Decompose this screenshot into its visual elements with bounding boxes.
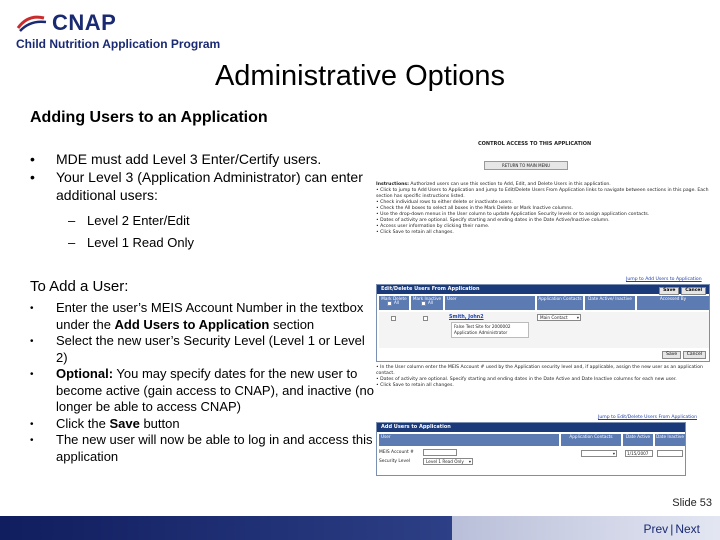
add-panel-header [377, 423, 685, 432]
sub-bullet-text: Level 1 Read Only [87, 235, 194, 250]
logo-name: CNAP [52, 10, 117, 35]
sub-bullet-text: Level 2 Enter/Edit [87, 213, 190, 228]
instruction-text: Click Save to retain all changes. [380, 230, 454, 235]
cnap-logo-mark-icon [14, 12, 52, 34]
step-text: Click the [56, 415, 110, 431]
instructions-label: Instructions: [376, 182, 409, 187]
list-item: • Click the Save button [30, 415, 180, 431]
user-role: Application Administrator [454, 330, 508, 335]
list-item: • The new user will now be able to log in and access this application [30, 432, 373, 464]
add-panel-title: Add Users to Application [381, 424, 451, 430]
mark-inactive-checkbox[interactable] [423, 316, 428, 321]
step-text: section [269, 316, 315, 332]
application-contact-select[interactable] [581, 450, 617, 457]
footer-dark-band [0, 516, 452, 540]
column-header: User [379, 434, 559, 446]
note-text: In the User column enter the MEIS Account # used by the Application security level and, if applicable, assign the new user as an application contact. [376, 365, 703, 376]
date-inactive-input[interactable] [657, 450, 683, 457]
sub-list-item: – Level 2 Enter/Edit [68, 213, 190, 228]
table-row [379, 312, 709, 348]
user-site: False Test Site for 2000002 [454, 324, 511, 329]
intro-bullet-list [30, 150, 375, 252]
select-value: Main Contact [540, 315, 568, 320]
step-text: button [139, 415, 180, 431]
prev-link[interactable]: Prev [643, 522, 669, 536]
list-item: • Check individual rows to either delete or inactivate users. [376, 200, 513, 205]
return-to-main-menu-button[interactable]: RETURN TO MAIN MENU [484, 161, 568, 170]
note-text: Dates of activity are optional. Specify starting and ending dates in the Date Active and Date Inactive columns for each new user. [380, 377, 677, 382]
save-button[interactable]: Save [659, 287, 679, 295]
add-users-panel [376, 422, 686, 476]
all-label: All [428, 300, 433, 305]
instruction-text: Check the All boxes to select all boxes in the Mark Delete or Mark Inactive columns. [380, 206, 573, 211]
column-header: Mark Delete [379, 296, 409, 310]
column-header: Date Inactive [655, 434, 685, 446]
list-item: • In the User column enter the MEIS Account # used by the Application security level and, if applicable, assign the new user as an application contact. [376, 365, 703, 376]
instruction-text: Access user information by clicking their name. [380, 224, 490, 229]
step-text: The new user will now be able to log in and access this application [56, 432, 373, 464]
instruction-text: Dates of activity are optional. Specify starting and ending dates in the Date Active/Inactive column. [380, 218, 610, 223]
steps-list [30, 300, 375, 465]
control-access-title: CONTROL ACCESS TO THIS APPLICATION [478, 141, 592, 147]
edit-panel-title: Edit/Delete Users From Application [381, 286, 480, 292]
instruction-text: Click to jump to Add Users to Application and jump to Edit/Delete Users From Application links to navigate between sections in this page. Each section has specific instructions listed. [376, 188, 709, 199]
list-item: • Dates of activity are optional. Specify starting and ending dates in the Date Active and Date Inactive columns for each new user. [376, 377, 677, 382]
list-item: • Enter the user’s MEIS Account Number in the textbox under the Add Users to Application section [30, 300, 364, 332]
slide-number: Slide 53 [672, 497, 712, 509]
column-header: Application Contacts [561, 434, 621, 446]
instruction-text: Check individual rows to either delete or inactivate users. [380, 200, 513, 205]
user-details [451, 322, 529, 338]
list-item: • Select the new user’s Security Level (Level 1 or Level 2) [30, 333, 365, 365]
edit-delete-users-panel [376, 284, 710, 362]
mark-delete-checkbox[interactable] [391, 316, 396, 321]
instructions-text: Authorized users can use this section to Add, Edit, and Delete Users in this application. [408, 182, 611, 187]
edit-panel-header [377, 285, 709, 294]
all-label: All [394, 300, 399, 305]
slide-navigation [644, 522, 701, 536]
security-level-select[interactable] [423, 458, 473, 465]
instructions-block [376, 182, 710, 236]
cnap-logo [14, 12, 224, 52]
list-item: • Your Level 3 (Application Administrator) can enter additional users: [30, 169, 363, 203]
step-text: You may specify dates for the new user to become active (gain access to CNAP), and inactive (no longer be able to access CNAP) [56, 366, 374, 414]
add-users-notes [376, 365, 710, 389]
sub-list-item: – Level 1 Read Only [68, 235, 194, 250]
footer-bar [0, 516, 720, 540]
slide-title: Administrative Options [214, 60, 506, 92]
column-header: Mark Inactive [411, 296, 443, 310]
save-button[interactable]: Save [662, 351, 681, 359]
section-heading: Adding Users to an Application [30, 109, 268, 126]
step-bold: Optional: [56, 366, 114, 381]
chevron-down-icon: ▾ [576, 315, 579, 320]
logo-subtitle: Child Nutrition Application Program [16, 37, 221, 51]
list-item: • Click to jump to Add Users to Application and jump to Edit/Delete Users From Application links to navigate between sections in this page. Each section has specific instructions listed. [376, 188, 709, 199]
select-all-delete-checkbox[interactable] [387, 301, 392, 306]
steps-heading: To Add a User: [30, 278, 129, 295]
meis-account-input[interactable] [423, 449, 457, 456]
list-item: • Access user information by clicking their name. [376, 224, 490, 229]
column-header: Date Active [623, 434, 653, 446]
embedded-screenshot [376, 136, 714, 481]
instruction-text: Use the drop-down menus in the User column to update Application Security levels or to assign application contacts. [380, 212, 650, 217]
list-item: • Use the drop-down menus in the User column to update Application Security levels or to assign application contacts. [376, 212, 650, 217]
security-level-label: Security Level [379, 459, 411, 464]
list-item: • Click Save to retain all changes. [376, 230, 454, 235]
nav-separator: | [670, 522, 674, 536]
step-bold: Save [109, 415, 140, 431]
note-text: Click Save to retain all changes. [380, 383, 454, 388]
cancel-button[interactable]: Cancel [681, 287, 706, 295]
bullet-text: MDE must add Level 3 Enter/Certify users. [56, 151, 322, 167]
step-text: Select the new user’s Security Level (Level 1 or Level 2) [56, 333, 365, 365]
meis-account-label: MEIS Account # [379, 450, 414, 455]
jump-to-edit-users-link[interactable]: Jump to Edit/Delete Users From Application [598, 415, 698, 420]
list-item: • Dates of activity are optional. Specify starting and ending dates in the Date Active/Inactive column. [376, 218, 610, 223]
next-link[interactable]: Next [675, 522, 700, 536]
column-header: Accessed By [637, 296, 709, 310]
list-item: • Optional: You may specify dates for the new user to become active (gain access to CNAP), and inactive (no longer be able to access CNAP) [30, 366, 374, 414]
step-bold: Add Users to Application [114, 316, 270, 332]
date-active-input[interactable]: 1/15/2007 [625, 450, 653, 457]
column-header: Date Active/ Inactive [585, 296, 635, 310]
chevron-down-icon: ▾ [468, 459, 471, 464]
select-value: Level 1 Read Only [426, 459, 464, 464]
list-item: • Check the All boxes to select all boxes in the Mark Delete or Mark Inactive columns. [376, 206, 573, 211]
jump-to-add-users-link[interactable]: Jump to Add Users to Application [626, 277, 702, 282]
step-text: Enter the user’s MEIS Account Number in the textbox under the [56, 300, 364, 332]
column-header: User [445, 296, 535, 310]
bullet-text: Your Level 3 (Application Administrator) can enter additional users: [56, 169, 363, 203]
user-name-link[interactable]: Smith, John2 [449, 315, 484, 320]
list-item: • Click Save to retain all changes. [376, 383, 454, 388]
column-header: Application Contacts [537, 296, 583, 310]
list-item: • MDE must add Level 3 Enter/Certify users. [30, 151, 322, 167]
application-contact-select[interactable] [537, 314, 581, 321]
select-all-inactive-checkbox[interactable] [421, 301, 426, 306]
chevron-down-icon: ▾ [612, 451, 615, 456]
cancel-button[interactable]: Cancel [683, 351, 706, 359]
